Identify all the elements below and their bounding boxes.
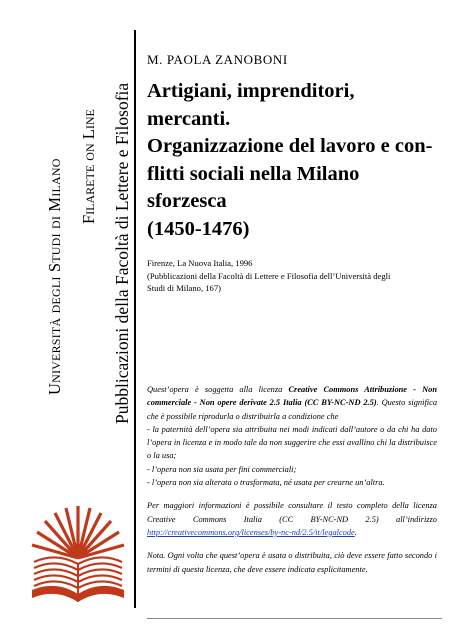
license-intro: Quest’opera è soggetta alla licenza (147, 385, 289, 394)
series-line: Studi di Milano, 167) (147, 283, 222, 293)
license-notice (147, 383, 437, 576)
more-info-paragraph (147, 499, 437, 539)
left-band (0, 0, 134, 640)
book-title (147, 78, 437, 243)
book-info (147, 40, 437, 295)
title-line: flitti sociali nella Milano sforzesca (147, 162, 360, 212)
publication-info (147, 257, 437, 295)
author-name: M. PAOLA ZANOBONI (147, 52, 288, 67)
more-info-text: Per maggiori informazioni è possibile consultare il testo completo della licenza Creative Commons Italia (CC BY-NC-ND 2.5) all’indirizzo (147, 501, 437, 524)
title-line: Artigiani, imprenditori, mercanti. (147, 80, 355, 130)
bottom-rule (147, 618, 442, 619)
collection-label: Pubblicazioni della Facoltà di Lettere e Filosofia (112, 82, 132, 424)
license-paragraph (147, 383, 437, 423)
title-line: (1450-1476) (147, 217, 250, 240)
series-label: Filarete on Line (79, 109, 98, 224)
publisher-line: Firenze, La Nuova Italia, 1996 (147, 258, 253, 268)
note-paragraph: Nota. Ogni volta che quest’opera è usata o distribuita, ciò deve essere fatto secondo i termini di questa licenza, che deve essere indicata esplicitamente. (147, 551, 437, 574)
license-name: Creative Commons Attribuzione - Non commerciale - Non opere derivate 2.5 Italia (CC BY-NC-ND 2.5) (147, 385, 438, 408)
license-condition: - l’opera non sia usata per fini commerciali; (147, 464, 297, 474)
university-label: Università degli Studi di Milano (45, 158, 64, 395)
open-book-icon (28, 500, 128, 610)
license-condition: - l’opera non sia alterata o trasformata, né usata per crearne un’altra. (147, 478, 385, 488)
series-line: (Pubblicazioni della Facoltà di Lettere e Filosofia dell’Università degli (147, 270, 391, 281)
band-divider (134, 30, 136, 608)
title-line: Organizzazione del lavoro e con- (147, 135, 433, 157)
license-condition-intro: . Questo significa che è possibile riprodurla o distribuirla a condizione che (147, 398, 438, 421)
license-link[interactable]: http://creativecommons.org/licenses/by-nc-nd/2.5/it/legalcode (147, 527, 355, 537)
more-info-end: . (354, 527, 357, 537)
license-condition: - la paternità dell’opera sia attribuita nei modi indicati dall’autore o da chi ha dato l’opera in licenza e in modo tale da non suggerire che essi avallino chi la distribuisce o la usa; (147, 424, 437, 461)
